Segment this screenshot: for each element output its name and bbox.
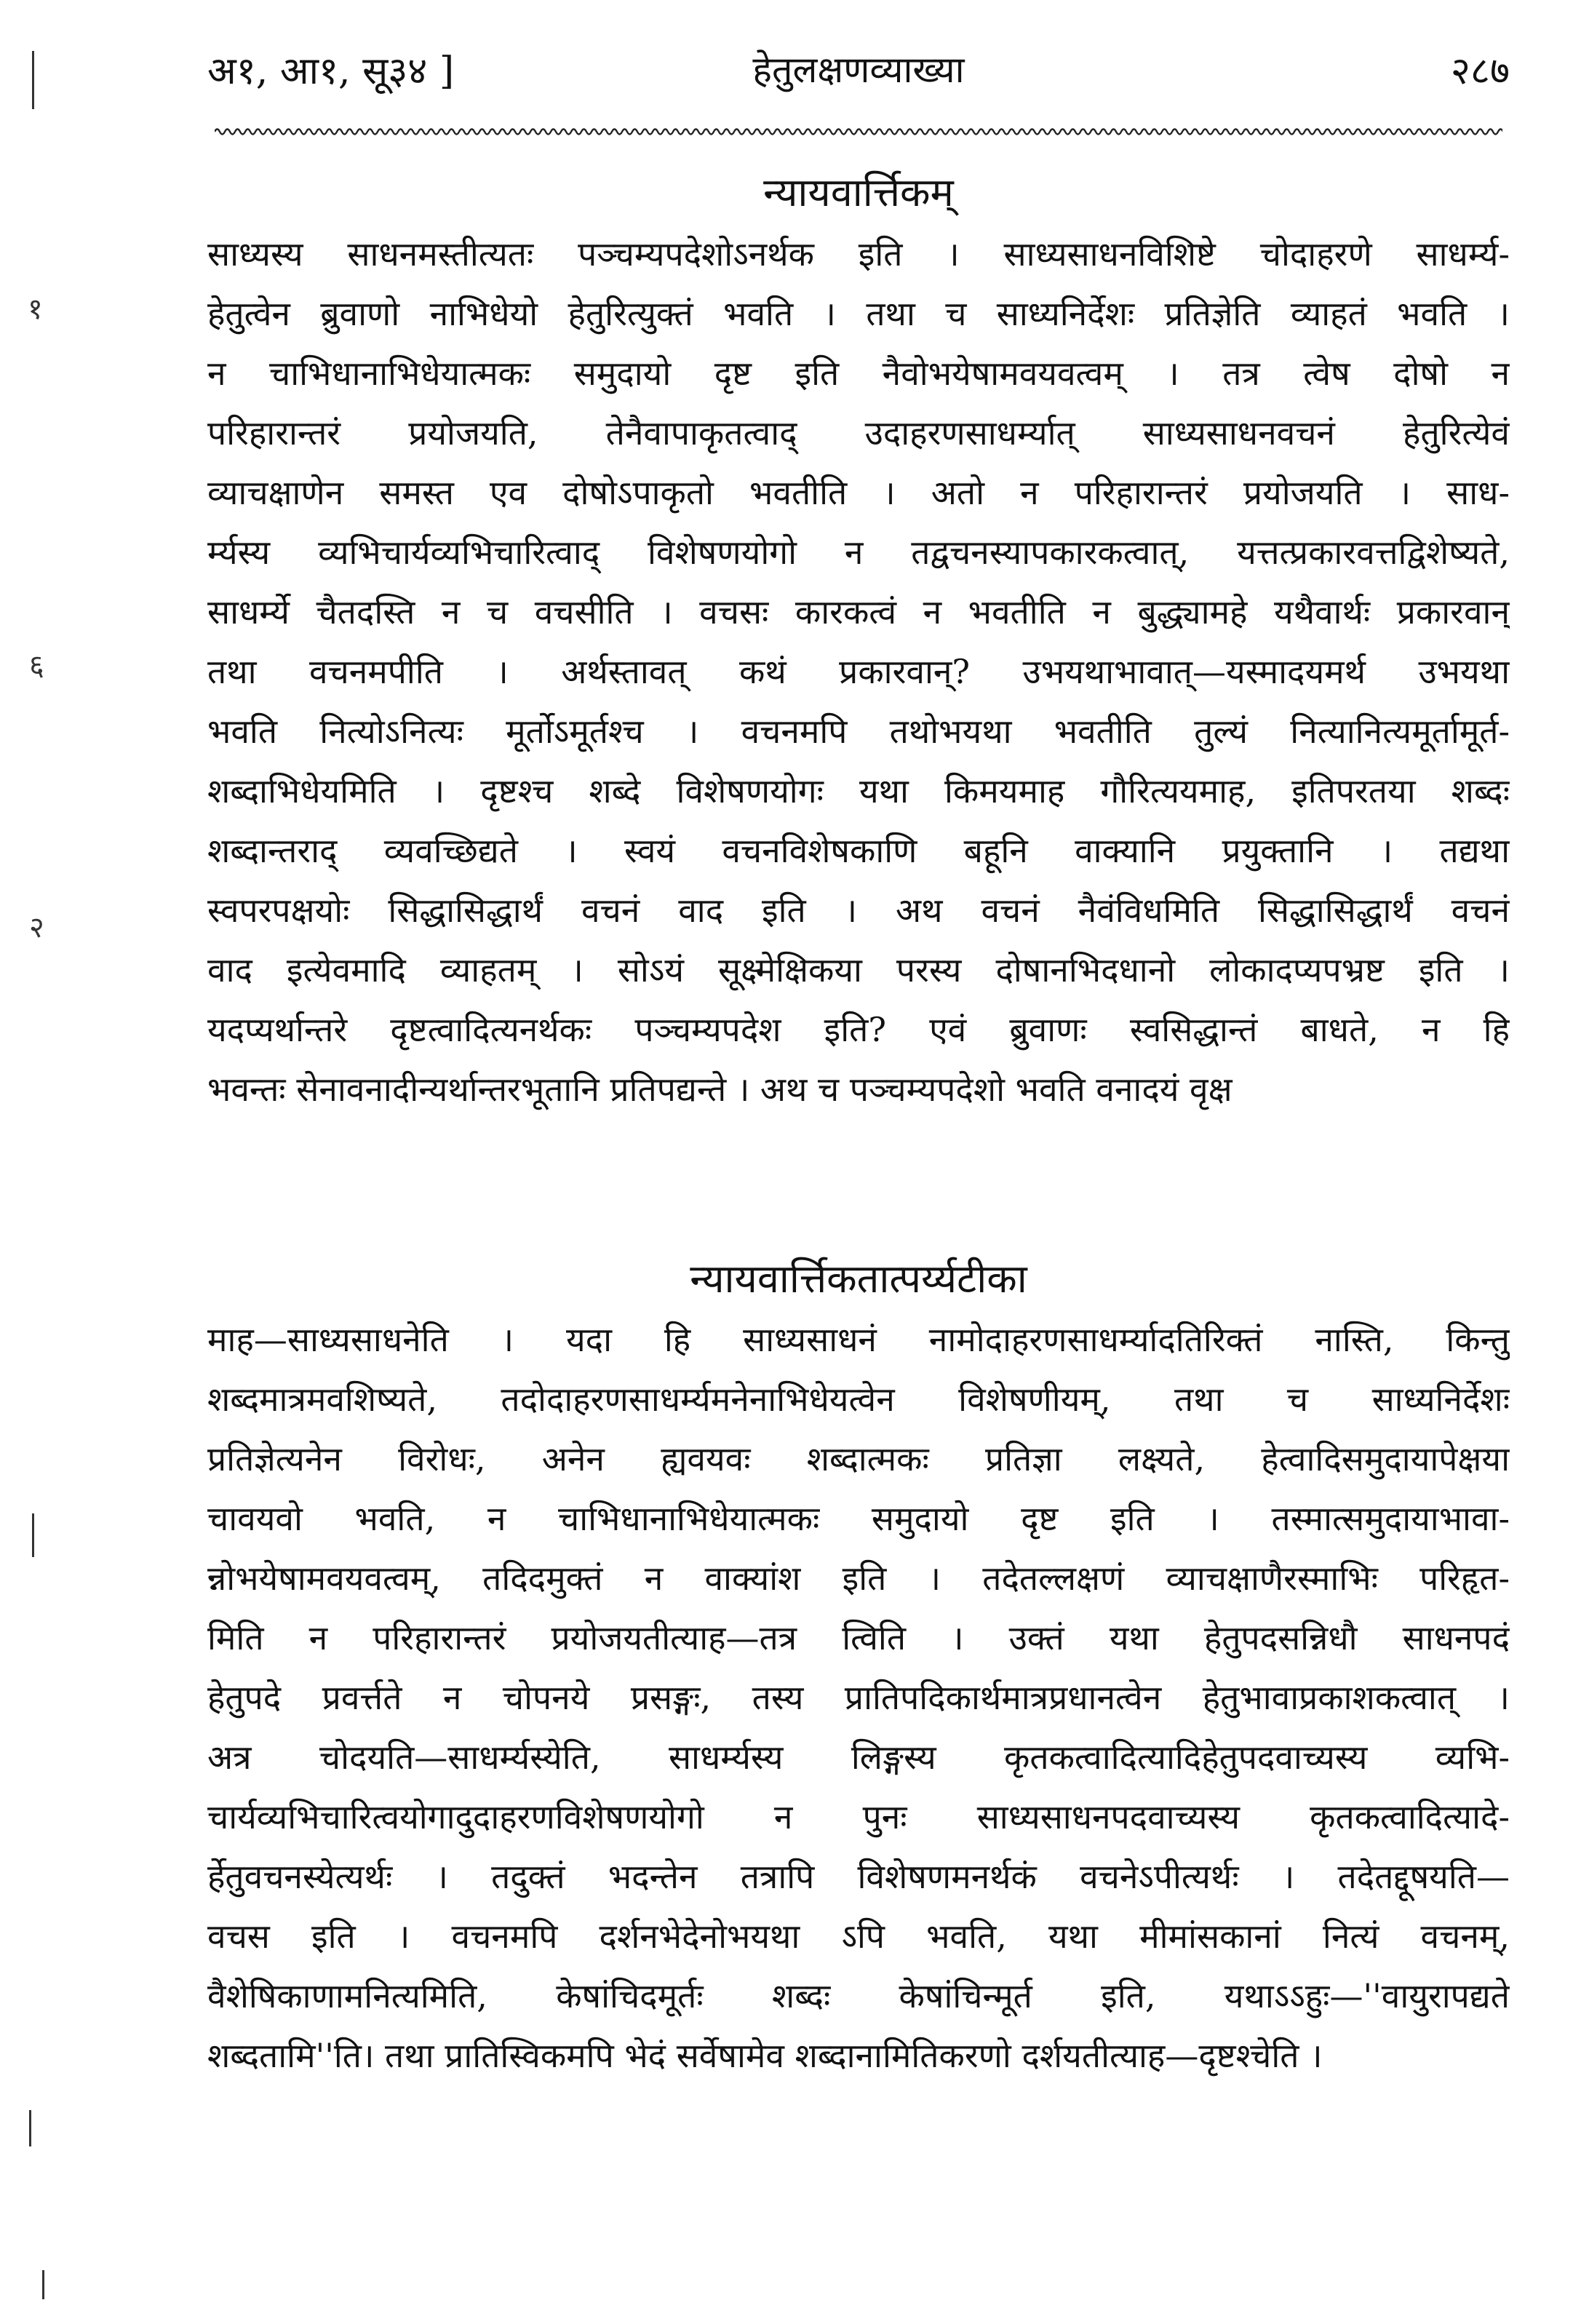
text-line: र्हेतुवचनस्येत्यर्थः । तदुक्तं भदन्तेन तत्रापि विशेषणमनर्थकं वचनेऽपीत्यर्थः । तदेतद्दूषयति— [207, 1857, 1510, 1896]
vartika-text [207, 224, 1510, 1119]
binding-mark [42, 2270, 44, 2299]
text-line: प्रतिज्ञेत्यनेन विरोधः, अनेन ह्यवयवः शब्दात्मकः प्रतिज्ञा लक्ष्यते, हेत्वादिसमुदायापेक्षया [207, 1439, 1510, 1479]
text-line: शब्दमात्रमवशिष्यते, तदोदाहरणसाधर्म्यमनेनाभिधेयत्वेन विशेषणीयम्, तथा च साध्यनिर्देशः [207, 1380, 1510, 1419]
text-line: भवन्तः सेनावनादीन्यर्थान्तरभूतानि प्रतिपद्यन्ते । अथ च पञ्चम्यपदेशो भवति वनादयं वृक्ष [207, 1070, 1232, 1109]
text-line: स्वपरपक्षयोः सिद्धासिद्धार्थं वचनं वाद इति । अथ वचनं नैवंविधमिति सिद्धासिद्धार्थं वचनं [207, 891, 1510, 930]
text-line: वचस इति । वचनमपि दर्शनभेदेनोभयथा ऽपि भवति, यथा मीमांसकानां नित्यं वचनम्, [207, 1917, 1510, 1956]
margin-mark: २ [29, 911, 44, 944]
text-line: व्याचक्षाणेन समस्त एव दोषोऽपाकृतो भवतीति । अतो न परिहारान्तरं प्रयोजयति । साध- [207, 473, 1510, 512]
text-line: अत्र चोदयति—साधर्म्यस्येति, साधर्म्यस्य लिङ्गस्य कृतकत्वादित्यादिहेतुपदवाच्यस्य व्यभि- [207, 1738, 1510, 1777]
text-line: हेतुत्वेन ब्रुवाणो नाभिधेयो हेतुरित्युक्तं भवति । तथा च साध्यनिर्देशः प्रतिज्ञेति व्याहतं भवति । [207, 294, 1510, 333]
text-line: हेतुपदे प्रवर्त्तते न चोपनये प्रसङ्गः, तस्य प्रातिपदिकार्थमात्रप्रधानत्वेन हेतुभावाप्रकाशकत्वात् । [207, 1678, 1510, 1717]
section-reference: अ१, आ१, सू३४ ] [207, 49, 455, 93]
binding-mark [32, 51, 34, 109]
tika-text [207, 1310, 1510, 2085]
binding-mark [32, 1513, 34, 1557]
page-number: २८७ [1450, 49, 1510, 93]
section-title-tika: न्यायवार्त्तिकतात्पर्य्यटीका [690, 1256, 1027, 1302]
text-line: मिति न परिहारान्तरं प्रयोजयतीत्याह—तत्र त्विति । उक्तं यथा हेतुपदसन्निधौ साधनपदं [207, 1618, 1510, 1658]
binding-mark [29, 2110, 31, 2146]
text-line: चार्यव्यभिचारित्वयोगादुदाहरणविशेषणयोगो न पुनः साध्यसाधनपदवाच्यस्य कृतकत्वादित्यादे- [207, 1797, 1510, 1836]
text-line: शब्दान्तराद् व्यवच्छिद्यते । स्वयं वचनविशेषकाणि बहूनि वाक्यानि प्रयुक्तानि । तद्यथा [207, 831, 1510, 870]
section-title-vartika: न्यायवार्त्तिकम् [763, 170, 954, 215]
text-line: वैशेषिकाणामनित्यमिति, केषांचिदमूर्तः शब्दः केषांचिन्मूर्त इति, यथाऽऽहुः—''वायुरापद्यते [207, 1976, 1510, 2015]
text-line: न्नोभयेषामवयवत्वम्, तदिदमुक्तं न वाक्यांश इति । तदेतल्लक्षणं व्याचक्षाणैरस्माभिः परिहृत- [207, 1559, 1510, 1598]
text-line: चावयवो भवति, न चाभिधानाभिधेयात्मकः समुदायो दृष्ट इति । तस्मात्समुदायाभावा- [207, 1499, 1510, 1538]
text-line: र्म्यस्य व्यभिचार्यव्यभिचारित्वाद् विशेषणयोगो न तद्वचनस्यापकारकत्वात्, यत्तत्प्रकारवत्तद्विशेष्यते, [207, 533, 1510, 572]
text-line: परिहारान्तरं प्रयोजयति, तेनैवापाकृतत्वाद् उदाहरणसाधर्म्यात् साध्यसाधनवचनं हेतुरित्येवं [207, 413, 1510, 453]
text-line: वाद इत्येवमादि व्याहतम् । सोऽयं सूक्ष्मेक्षिकया परस्य दोषानभिदधानो लोकादप्यपभ्रष्ट इति । [207, 950, 1510, 990]
margin-mark: ६ [29, 649, 44, 683]
text-line: यदप्यर्थान्तरे दृष्टत्वादित्यनर्थकः पञ्चम्यपदेश इति? एवं ब्रुवाणः स्वसिद्धान्तं बाधते, न हि [207, 1010, 1510, 1049]
text-line: शब्दतामि''ति। तथा प्रातिस्विकमपि भेदं सर्वेषामेव शब्दानामितिकरणो दर्शयतीत्याह—दृष्टश्चेति । [207, 2036, 1323, 2075]
text-line: भवति नित्योऽनित्यः मूर्तोऽमूर्तश्च । वचनमपि तथोभयथा भवतीति तुल्यं नित्यानित्यमूर्तामूर्त- [207, 712, 1510, 751]
margin-mark: १ [28, 293, 43, 326]
running-title: हेतुलक्षणव्याख्या [752, 49, 965, 91]
text-line: माह—साध्यसाधनेति । यदा हि साध्यसाधनं नामोदाहरणसाधर्म्यादतिरिक्तं नास्ति, किन्तु [207, 1320, 1510, 1359]
text-line: साधर्म्ये चैतदस्ति न च वचसीति । वचसः कारकत्वं न भवतीति न बुद्ध्यामहे यथैवार्थः प्रकारवान् [207, 592, 1510, 632]
text-line: साध्यस्य साधनमस्तीत्यतः पञ्चम्यपदेशोऽनर्थक इति । साध्यसाधनविशिष्टे चोदाहरणे साधर्म्य- [207, 234, 1510, 274]
text-line: तथा वचनमपीति । अर्थस्तावत् कथं प्रकारवान्? उभयथाभावात्—यस्मादयमर्थ उभयथा [207, 652, 1510, 691]
text-line: शब्दाभिधेयमिति । दृष्टश्च शब्दे विशेषणयोगः यथा किमयमाह गौरित्ययमाह, इतिपरतया शब्दः [207, 771, 1510, 811]
running-header [207, 44, 1510, 109]
wavy-divider [215, 124, 1502, 140]
text-line: न चाभिधानाभिधेयात्मकः समुदायो दृष्ट इति नैवोभयेषामवयवत्वम् । तत्र त्वेष दोषो न [207, 354, 1510, 393]
